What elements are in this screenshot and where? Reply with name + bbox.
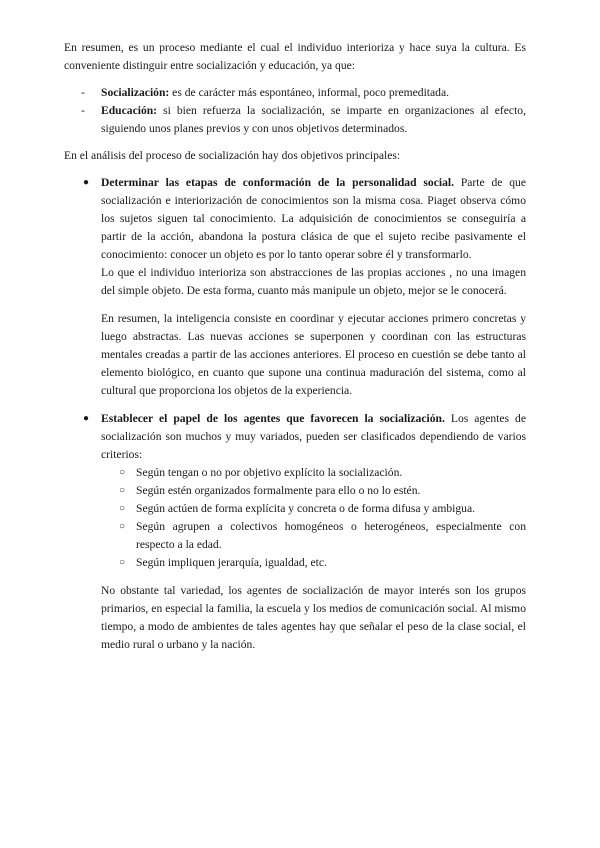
list-item xyxy=(64,518,526,554)
objectives-intro-paragraph: En el análisis del proceso de socialización hay dos objetivos principales: xyxy=(64,149,401,162)
objective-1-text: Parte de que socialización e interiorización de conocimientos son la misma cosa. Piaget observa cómo los sujetos siguen tal conocimiento. La adquisición de conocimientos se conseguiría a partir de la acción, abandona la postura clásica de que el sujeto recibe pasivamente el conocimiento: conocer un objeto es por lo tanto operar sobre él y transformarlo. xyxy=(101,176,526,261)
objective-1-paragraph-3: En resumen, la inteligencia consiste en coordinar y ejecutar acciones primero concretas y luego abstractas. Las nuevas acciones se superponen y coordinan con las estructuras mentales creadas a partir de las acciones anteriores. El proceso en cuestión se debe tanto al elemento biológico, en cuanto que supone una continua maduración del sistema, como al cultural que proporciona los objetos de la experiencia. xyxy=(101,312,526,397)
list-item xyxy=(64,482,526,500)
criteria-text: Según impliquen jerarquía, igualdad, etc. xyxy=(136,556,327,569)
bullet-marker: ● xyxy=(83,177,90,188)
term-educacion: Educación: xyxy=(101,104,158,117)
definition-educacion xyxy=(64,102,526,138)
objective-2-title: Establecer el papel de los agentes que favorecen la socialización. xyxy=(101,412,445,425)
definition-list xyxy=(64,84,526,138)
circle-marker: ○ xyxy=(119,557,126,568)
definition-socializacion xyxy=(64,84,526,102)
circle-marker: ○ xyxy=(119,521,126,532)
objective-1-paragraph-2: Lo que el individuo interioriza son abstracciones de las propias acciones , no una imagen del simple objeto. De esta forma, cuanto más manipule un objeto, mejor se le conocerá. xyxy=(101,266,526,297)
criteria-text: Según agrupen a colectivos homogéneos o heterogéneos, especialmente con respecto a la edad. xyxy=(136,520,526,551)
dash-marker: - xyxy=(81,104,85,117)
criteria-text: Según tengan o no por objetivo explícito la socialización. xyxy=(136,466,403,479)
dash-marker: - xyxy=(81,86,85,99)
criteria-text: Según actúen de forma explícita y concreta o de forma difusa y ambigua. xyxy=(136,502,475,515)
objective-1 xyxy=(64,174,526,264)
definition-text: es de carácter más espontáneo, informal, poco premeditada. xyxy=(169,86,450,99)
intro-paragraph: En resumen, es un proceso mediante el cual el individuo interioriza y hace suya la cultura. Es conveniente distinguir entre socialización y educación, ya que: xyxy=(64,41,526,72)
objective-2 xyxy=(64,410,526,464)
objective-2-text: Los agentes de socialización son muchos y muy variados, pueden ser clasificados dependiendo de varios criterios: xyxy=(101,412,526,461)
criteria-list xyxy=(64,464,526,572)
definition-text: si bien refuerza la socialización, se imparte en organizaciones al efecto, siguiendo unos planes previos y con unos objetivos determinados. xyxy=(101,104,526,135)
list-item xyxy=(64,500,526,518)
circle-marker: ○ xyxy=(119,467,126,478)
circle-marker: ○ xyxy=(119,485,126,496)
criteria-text: Según estén organizados formalmente para ello o no lo estén. xyxy=(136,484,421,497)
objective-2-conclusion: No obstante tal variedad, los agentes de socialización de mayor interés son los grupos primarios, en especial la familia, la escuela y los medios de comunicación social. Al mismo tiempo, a modo de ambientes de tales agentes hay que señalar el peso de la clase social, el medio rural o urbano y la nación. xyxy=(101,584,526,651)
list-item xyxy=(64,554,526,572)
circle-marker: ○ xyxy=(119,503,126,514)
objective-1-title: Determinar las etapas de conformación de la personalidad social. xyxy=(101,176,454,189)
term-socializacion: Socialización: xyxy=(101,86,170,99)
bullet-marker: ● xyxy=(83,413,90,424)
list-item xyxy=(64,464,526,482)
